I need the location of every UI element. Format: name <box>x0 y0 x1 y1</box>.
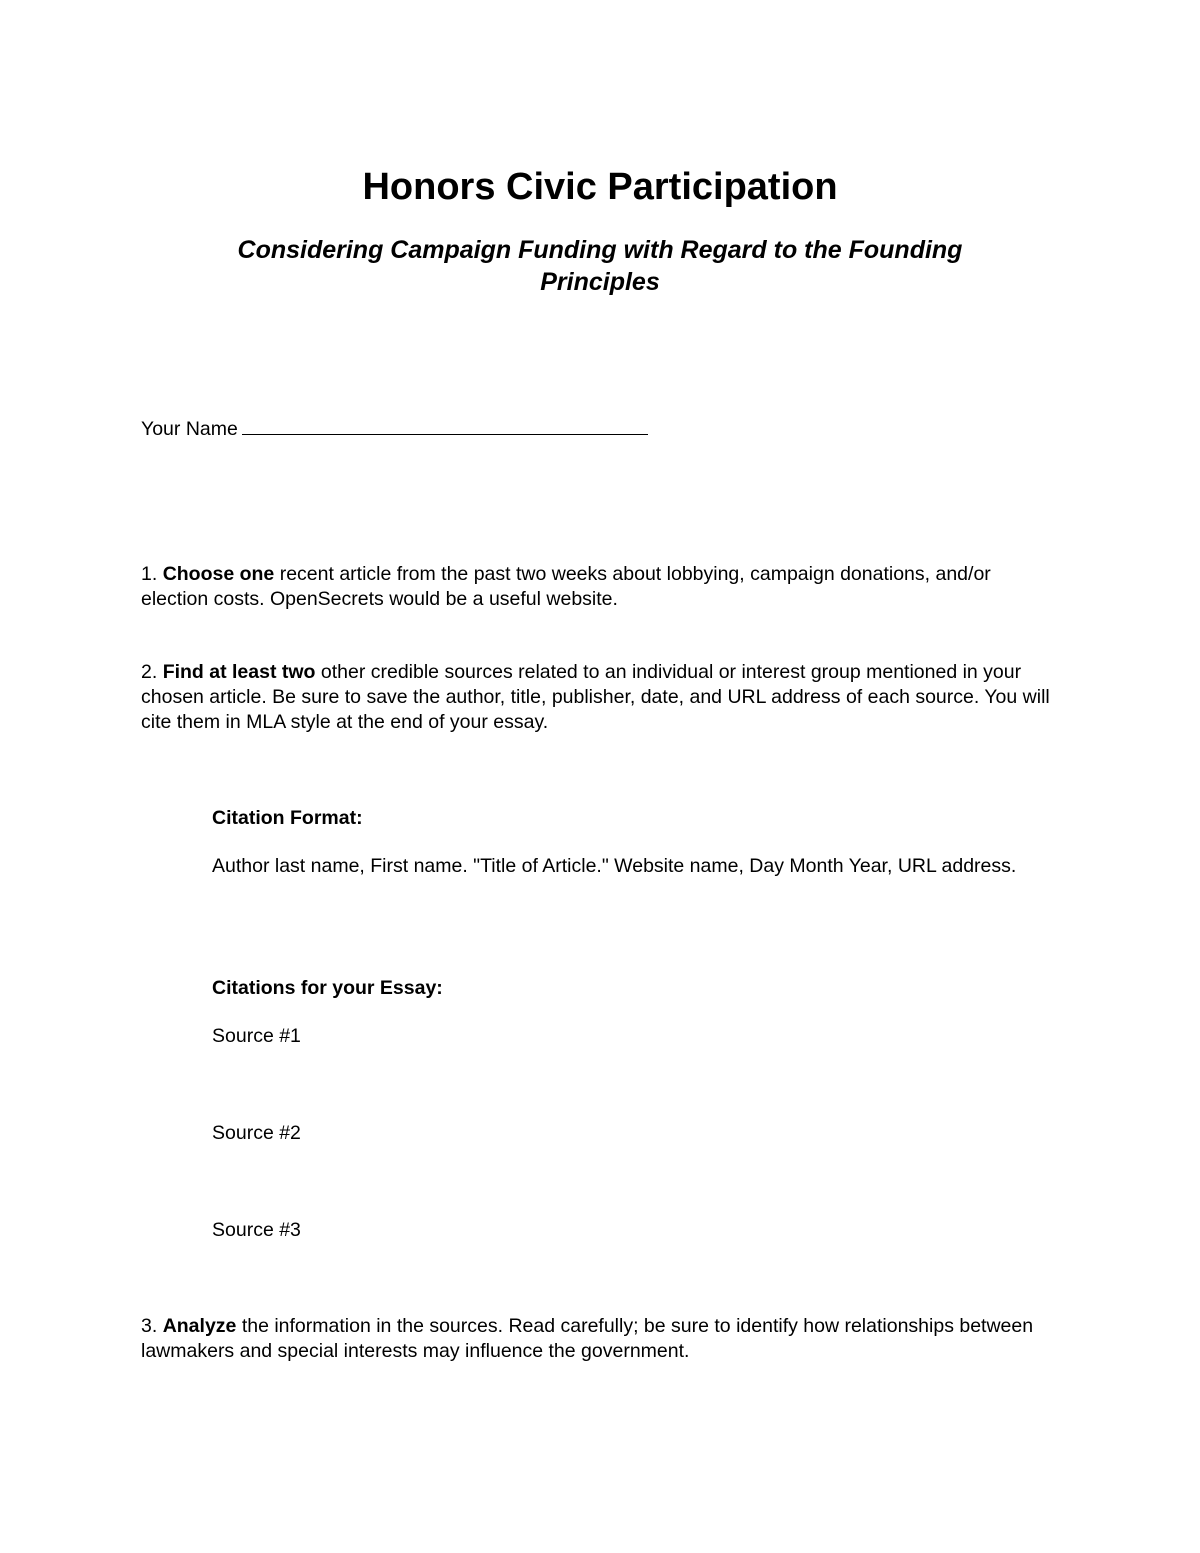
item-number: 3. <box>141 1315 158 1337</box>
item-text: other credible sources related to an individual or interest group mentioned in your chosen article. Be sure to save the author, title, publisher, date, and URL address of each source. You will cite them in MLA style at the end of your essay. <box>141 661 1050 733</box>
page-subtitle: Considering Campaign Funding with Regard to the Founding Principles <box>237 236 963 296</box>
instruction-item-2 <box>141 660 1061 735</box>
item-text: the information in the sources. Read carefully; be sure to identify how relationships between lawmakers and special interests may influence the government. <box>141 1315 1034 1362</box>
source-label-2: Source #2 <box>212 1122 301 1144</box>
source-label-1: Source #1 <box>212 1025 301 1047</box>
citation-format-heading-text: Citation Format: <box>212 807 363 829</box>
item-emphasis: Analyze <box>162 1315 237 1337</box>
name-blank-line <box>242 416 648 435</box>
citations-heading <box>212 976 1052 1001</box>
instruction-item-3 <box>141 1314 1061 1364</box>
name-label: Your Name <box>141 418 238 440</box>
page-title: Honors Civic Participation <box>362 166 838 208</box>
instruction-item-1 <box>141 562 1061 612</box>
item-number: 1. <box>141 563 158 585</box>
item-number: 2. <box>141 661 158 683</box>
source-label-3: Source #3 <box>212 1219 301 1241</box>
citation-format-heading <box>212 806 1052 831</box>
citation-format-text: Author last name, First name. "Title of Article." Website name, Day Month Year, URL address. <box>212 855 1017 877</box>
item-emphasis: Find at least two <box>162 661 316 683</box>
item-text: recent article from the past two weeks about lobbying, campaign donations, and/or election costs. OpenSecrets would be a useful website. <box>141 563 991 610</box>
name-field <box>141 416 1061 442</box>
item-emphasis: Choose one <box>162 563 275 585</box>
citations-heading-text: Citations for your Essay: <box>212 977 443 999</box>
